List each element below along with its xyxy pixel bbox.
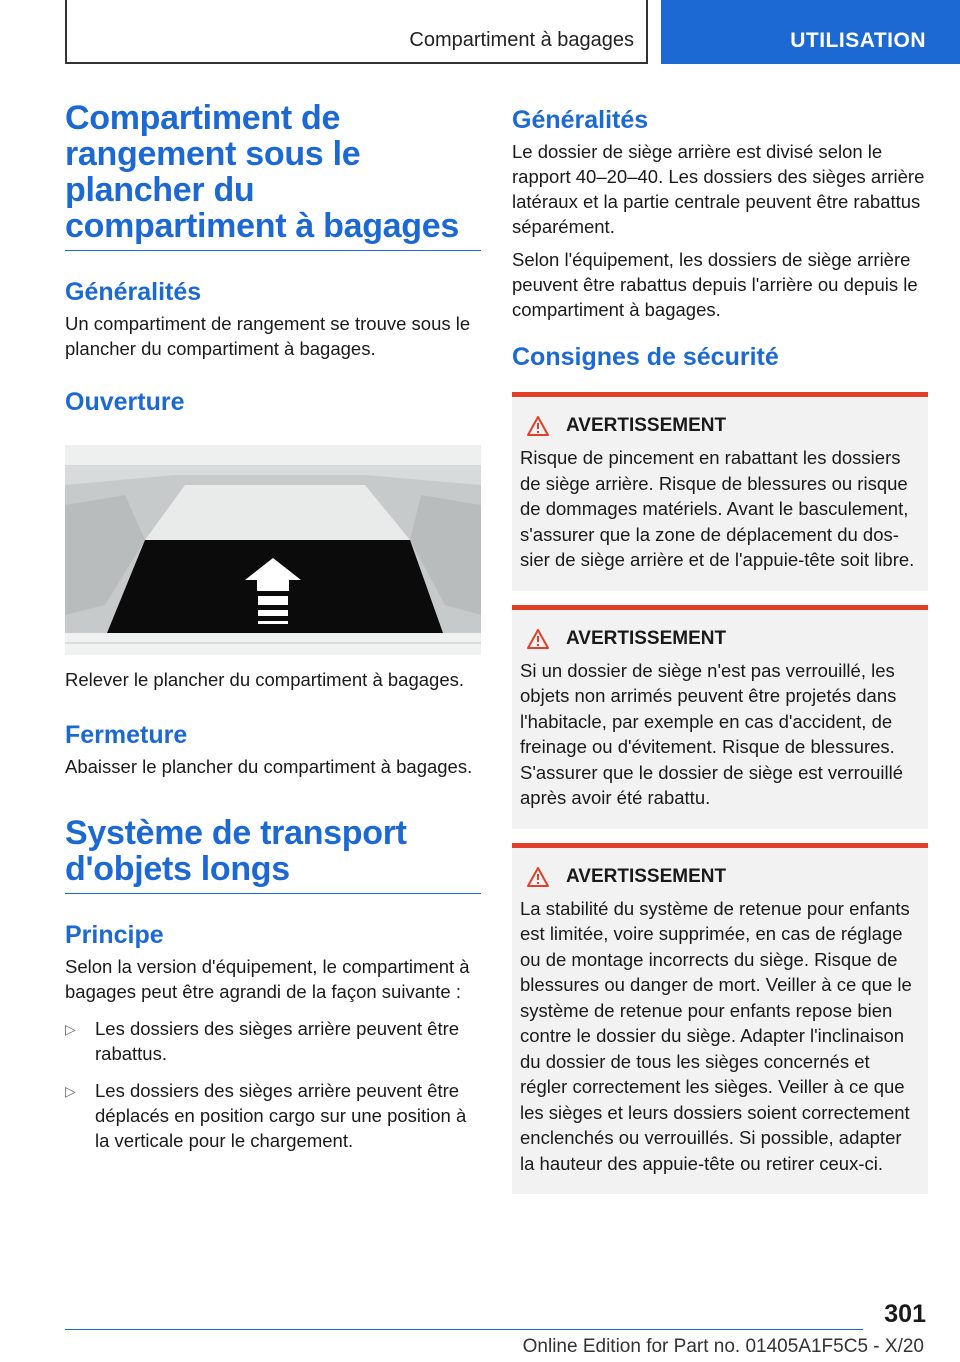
list-item <box>65 1078 481 1153</box>
paragraph-general-left: Un compartiment de rangement se trouve sous le plancher du compartiment à bagages. <box>65 313 471 359</box>
footer-divider <box>65 1329 863 1330</box>
page-number: 301 <box>884 1300 926 1328</box>
warning-triangle-icon <box>526 628 550 650</box>
warning-triangle-icon <box>526 415 550 437</box>
header-section-title: Compartiment à bagages <box>409 29 634 51</box>
heading-principle: Principe <box>65 921 164 949</box>
warning-text: Risque de pincement en rabattant les dossiers de siège arrière. Risque de blessures ou risque de dommages matériels. Avant le basculement, s'assurer que la zone de déplacement du dossier de siège arrière et de l'appuie-tête soit libre. <box>520 447 915 570</box>
warning-title-row <box>520 415 920 437</box>
left-column <box>65 100 481 1153</box>
trunk-illustration-svg <box>65 445 481 655</box>
warning-title: AVERTISSEMENT <box>566 865 727 887</box>
section-title-long-objects: Système de transport d'objets longs <box>65 815 481 894</box>
heading-general-right: Généralités <box>512 106 649 134</box>
paragraph-closing: Abaisser le plancher du compartiment à bagages. <box>65 756 473 777</box>
warning-text: Si un dossier de siège n'est pas verrouillé, les objets non arrimés peuvent être projetés dans l'habitacle, par exemple en cas d'accident, de freinage ou d'évitement. Risque de blessures. S'assurer que le dossier de siège est verrouillé après avoir été rabattu. <box>520 659 903 808</box>
warning-title-row <box>520 866 920 888</box>
heading-safety: Consignes de sécurité <box>512 343 779 371</box>
list-item-text: Les dossiers des sièges arrière peuvent être rabattus. <box>95 1018 460 1064</box>
triangle-bullet-icon: ▷ <box>65 1021 76 1037</box>
warning-box <box>512 392 928 591</box>
trunk-floor-illustration <box>65 445 481 655</box>
paragraph-general-2: Selon l'équipement, les dossiers de siège arrière peuvent être rabattus depuis l'arrière ou depuis le compartiment à bagages. <box>512 249 918 320</box>
heading-closing: Fermeture <box>65 721 188 749</box>
page-title: Compartiment de rangement sous le plancher du compartiment à bagages <box>65 100 481 251</box>
heading-opening: Ouverture <box>65 388 185 416</box>
list-item-text: Les dossiers des sièges arrière peuvent être déplacés en position cargo sur une position à la verticale pour le chargement. <box>95 1080 467 1151</box>
heading-general-left: Généralités <box>65 278 202 306</box>
warning-triangle-icon <box>526 866 550 888</box>
figure-caption: Relever le plancher du compartiment à bagages. <box>65 669 465 690</box>
warning-box <box>512 843 928 1195</box>
warning-text: La stabilité du système de retenue pour enfants est limitée, voire supprimée, en cas de réglage ou de montage incorrects du siège. Risque de blessures ou danger de mort. Veiller à ce que le système de retenue pour enfants repose bien contre le dossier du siège. Adapter l'inclinaison du dossier de tous les sièges concernés et régler correctement les sièges. Veiller à ce que les sièges et leurs dossiers soient correctement enclenchés ou verrouillés. Si possible, adapter la hauteur des appuie-tête ou retirer ceux-ci. <box>520 897 912 1174</box>
right-column <box>512 100 928 1194</box>
header-chapter-tab <box>661 0 960 64</box>
header-chapter-label: UTILISATION <box>790 29 926 52</box>
footer-edition: Online Edition for Part no. 01405A1F5C5 - X/20 <box>522 1336 924 1357</box>
header-section-box <box>65 0 648 64</box>
list-item <box>65 1016 481 1066</box>
warning-box <box>512 605 928 829</box>
paragraph-principle: Selon la version d'équipement, le compartiment à bagages peut être agrandi de la façon suivante : <box>65 956 470 1002</box>
warning-title: AVERTISSEMENT <box>566 627 727 649</box>
paragraph-general-1: Le dossier de siège arrière est divisé selon le rapport 40–20–40. Les dossiers des sièges arrière latéraux et la partie centrale peuvent être rabattus séparément. <box>512 141 925 237</box>
warning-title: AVERTISSEMENT <box>566 415 727 436</box>
triangle-bullet-icon: ▷ <box>65 1083 76 1099</box>
warning-title-row <box>520 628 920 650</box>
